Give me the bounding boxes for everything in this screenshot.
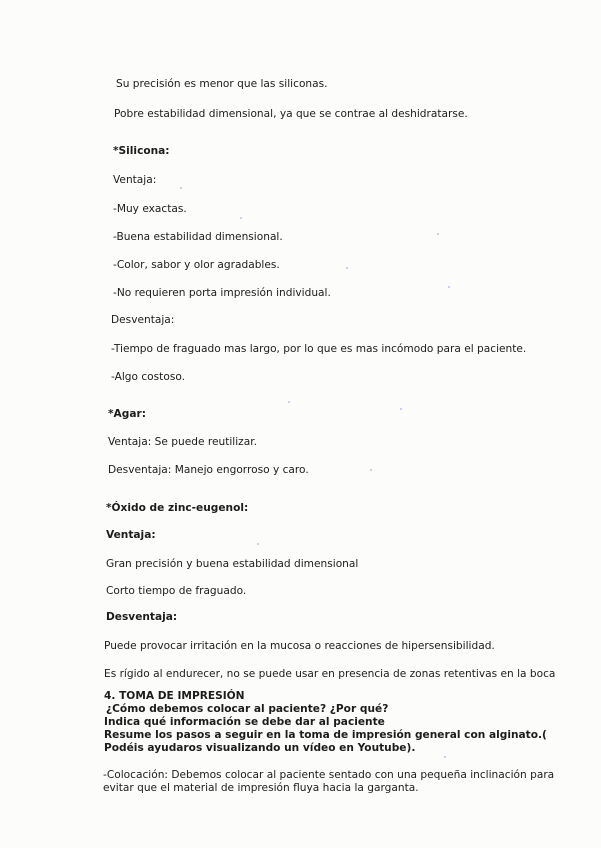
heading-agar: *Agar:	[108, 408, 146, 420]
question-informacion: Indica qué información se debe dar al paciente	[104, 716, 385, 728]
label-ventaja-silicona: Ventaja:	[113, 174, 157, 186]
scan-speck	[444, 756, 446, 758]
scan-speck	[437, 233, 439, 235]
text-line-agar-ventaja: Ventaja: Se puede reutilizar.	[108, 436, 257, 448]
scan-speck	[400, 408, 402, 410]
heading-silicona: *Silicona:	[113, 145, 170, 157]
question-video-youtube: Podéis ayudaros visualizando un vídeo en Youtube).	[104, 742, 416, 754]
scan-speck	[346, 267, 348, 269]
scan-speck	[288, 401, 290, 403]
text-line-tiempo-fraguado: -Tiempo de fraguado mas largo, por lo que es mas incómodo para el paciente.	[111, 343, 527, 355]
scan-speck	[257, 543, 259, 545]
scan-speck	[370, 469, 372, 471]
text-line-porta-impresion: -No requieren porta impresión individual.	[113, 287, 331, 299]
text-line-evitar: evitar que el material de impresión fluya hacia la garganta.	[103, 782, 419, 794]
text-line-colocacion: -Colocación: Debemos colocar al paciente sentado con una pequeña inclinación para	[103, 769, 555, 781]
text-line-buena-estabilidad: -Buena estabilidad dimensional.	[113, 231, 283, 243]
text-line-1: Su precisión es menor que las siliconas.	[116, 78, 328, 90]
text-line-rigido: Es rígido al endurecer, no se puede usar en presencia de zonas retentivas en la boca	[104, 668, 556, 680]
scan-speck	[240, 217, 242, 219]
text-line-muy-exactas: -Muy exactas.	[113, 203, 187, 215]
text-line-gran-precision: Gran precisión y buena estabilidad dimensional	[106, 558, 359, 570]
question-colocar-paciente: ¿Cómo debemos colocar al paciente? ¿Por qué?	[106, 703, 389, 715]
text-line-corto-tiempo: Corto tiempo de fraguado.	[106, 585, 247, 597]
question-resume-pasos: Resume los pasos a seguir en la toma de impresión general con alginato.(	[104, 729, 547, 741]
scan-speck	[448, 286, 450, 288]
label-desventaja-silicona: Desventaja:	[111, 314, 175, 326]
label-ventaja-oxido: Ventaja:	[106, 529, 156, 541]
text-line-algo-costoso: -Algo costoso.	[111, 371, 185, 383]
label-desventaja-oxido: Desventaja:	[106, 611, 178, 623]
text-line-2: Pobre estabilidad dimensional, ya que se contrae al deshidratarse.	[114, 108, 468, 120]
scan-speck	[180, 187, 182, 189]
heading-oxido-zinc: *Óxido de zinc-eugenol:	[106, 502, 249, 514]
text-line-color-sabor: -Color, sabor y olor agradables.	[113, 259, 280, 271]
heading-toma-impresion: 4. TOMA DE IMPRESIÓN	[104, 690, 245, 702]
text-line-agar-desventaja: Desventaja: Manejo engorroso y caro.	[108, 464, 309, 476]
text-line-irritacion: Puede provocar irritación en la mucosa o reacciones de hipersensibilidad.	[104, 640, 495, 652]
